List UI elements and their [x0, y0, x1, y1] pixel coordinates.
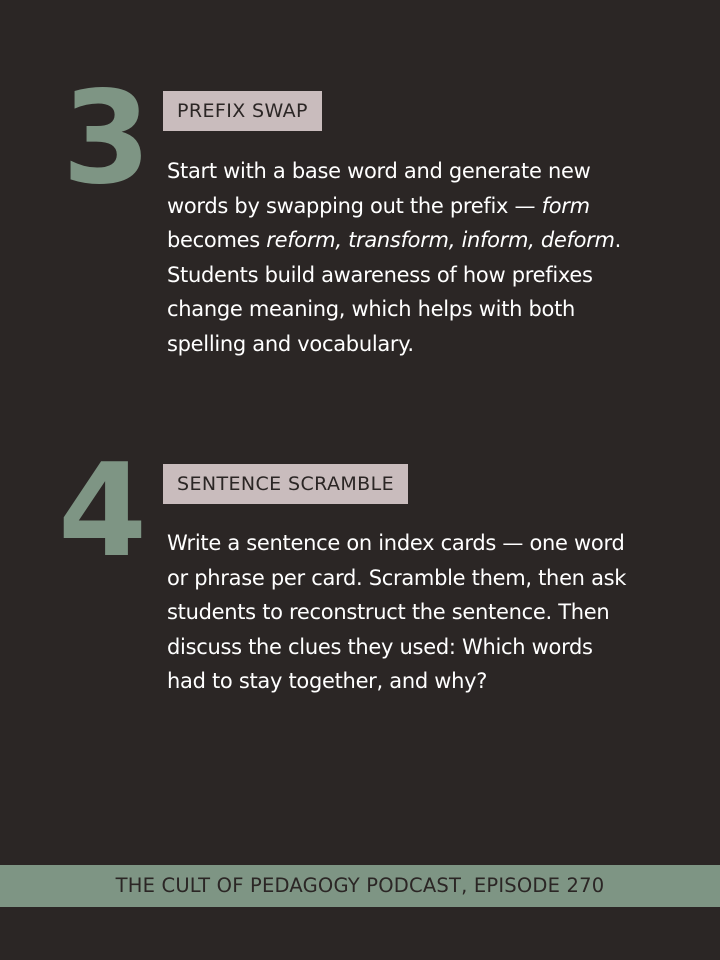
tip-body-italic: reform, transform, inform, deform [266, 228, 615, 252]
tip-body-text: . Students build awareness of how prefixes change meaning, which helps with both spelling and vocabulary. [167, 228, 622, 356]
tip-label-sentence-scramble: SENTENCE SCRAMBLE [163, 464, 408, 504]
tip-body-sentence-scramble: Write a sentence on index cards — one word or phrase per card. Scramble them, then ask students to reconstruct the sentence. Then discuss the clues they used: Which words had to stay together, and why? [167, 531, 627, 693]
tip-number-4: 4 [58, 437, 144, 586]
podcast-footer-band [0, 865, 720, 907]
tip-label-prefix-swap: PREFIX SWAP [163, 91, 322, 131]
tip-body-text: becomes [167, 228, 267, 252]
tip-body-prefix-swap [167, 154, 637, 361]
podcast-footer-text: THE CULT OF PEDAGOGY PODCAST, EPISODE 270 [115, 874, 605, 897]
tip-number-3: 3 [62, 64, 148, 213]
tip-body-text: Start with a base word and generate new words by swapping out the prefix — [167, 159, 591, 218]
tip-body-italic: form [541, 193, 590, 218]
